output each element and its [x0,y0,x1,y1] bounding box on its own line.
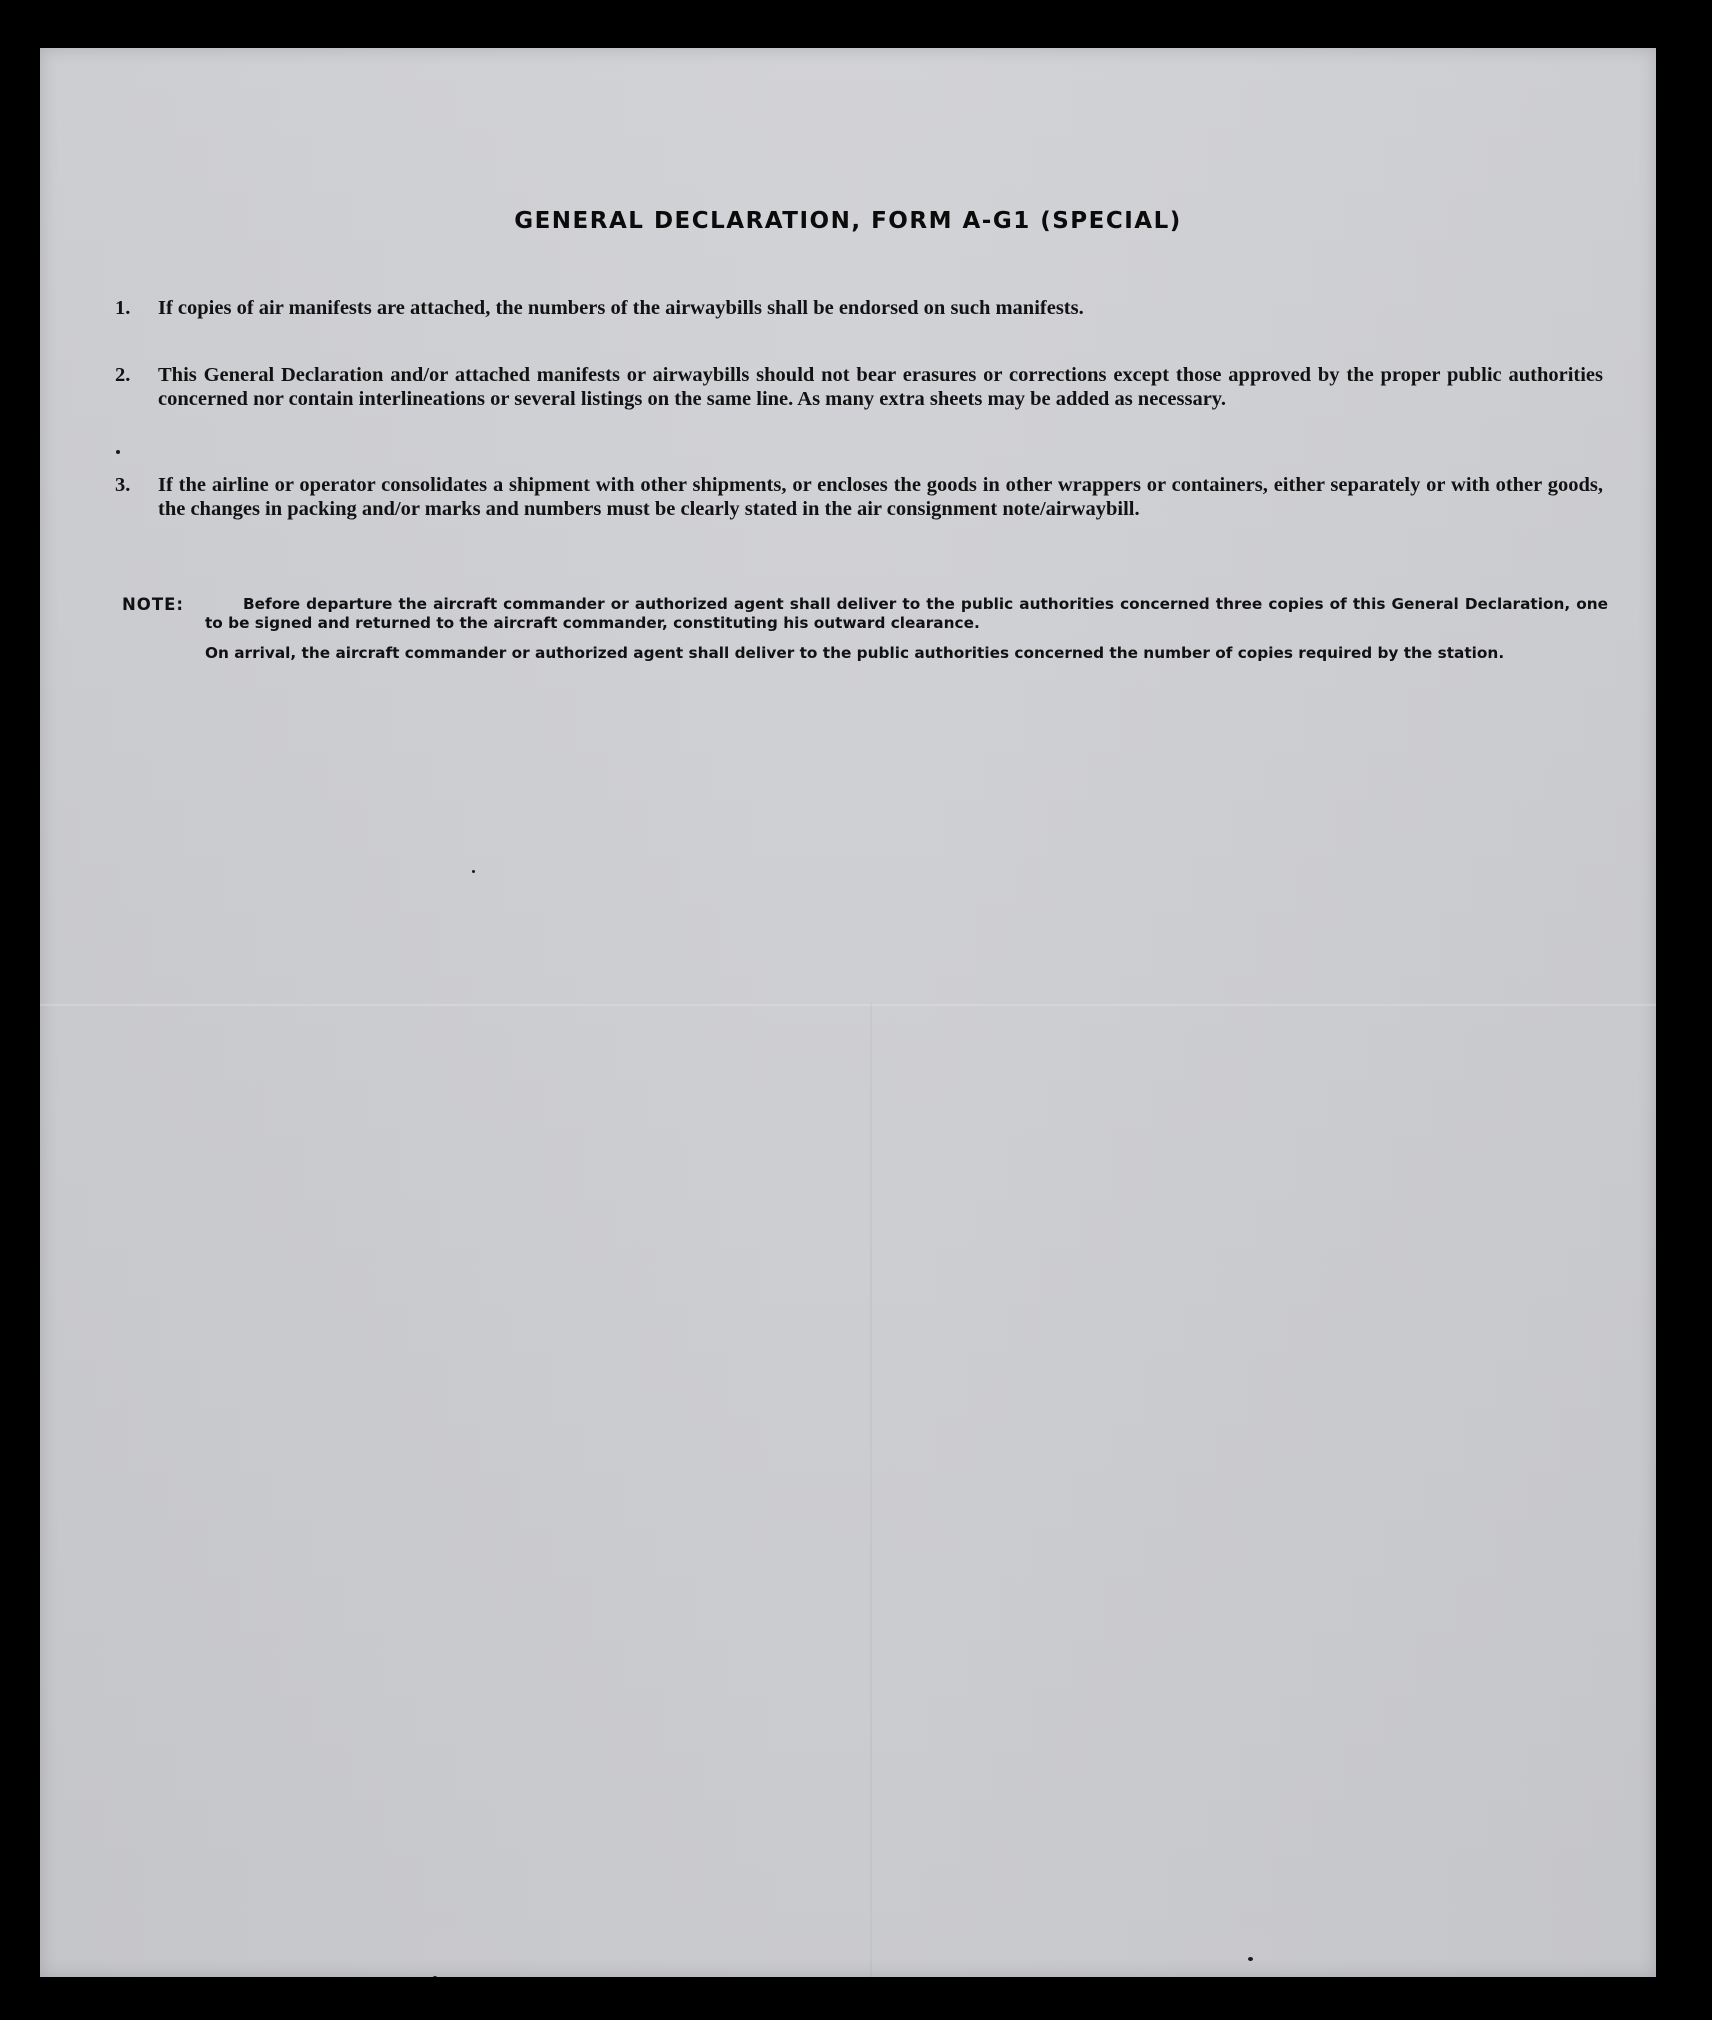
item-number: 1. [115,297,131,319]
instruction-item-2 [115,363,1603,411]
item-text: If the airline or operator consolidates a shipment with other shipments, or encloses the goods in other wrappers or containers, either separately or with other goods, the changes in packing and/or marks and numbers must be clearly stated in the air consignment note/airwaybill. [158,474,1603,520]
instruction-item-3 [115,473,1603,521]
instruction-item-1 [115,296,1603,320]
note-label: NOTE: [122,595,184,614]
paper-fold-line [40,1003,1656,1006]
item-text: If copies of air manifests are attached, the numbers of the airwaybills shall be endorsed on such manifests. [158,297,1084,319]
scan-speck [1248,1957,1253,1961]
item-number: 3. [115,474,131,496]
note-section [122,595,1608,663]
item-number: 2. [115,364,131,386]
note-paragraph-departure: Before departure the aircraft commander or authorized agent shall deliver to the public authorities concerned three copies of this General Declaration, one to be signed and returned to the aircraft commander, constituting his outward clearance. [205,595,1608,632]
document-sheet [40,48,1656,1977]
item-text: This General Declaration and/or attached manifests or airwaybills should not bear erasures or corrections except those approved by the proper public authorities concerned nor contain interlineations or several listings on the same line. As many extra sheets may be added as necessary. [158,364,1603,410]
scan-speck [116,450,120,454]
scan-speck [472,870,475,873]
scan-speck [433,1976,437,1977]
note-paragraph-arrival: On arrival, the aircraft commander or authorized agent shall deliver to the public authorities concerned the number of copies required by the station. [205,644,1505,662]
paper-fold-line-vertical [870,1003,872,1977]
document-title: GENERAL DECLARATION, FORM A-G1 (SPECIAL) [514,208,1182,234]
